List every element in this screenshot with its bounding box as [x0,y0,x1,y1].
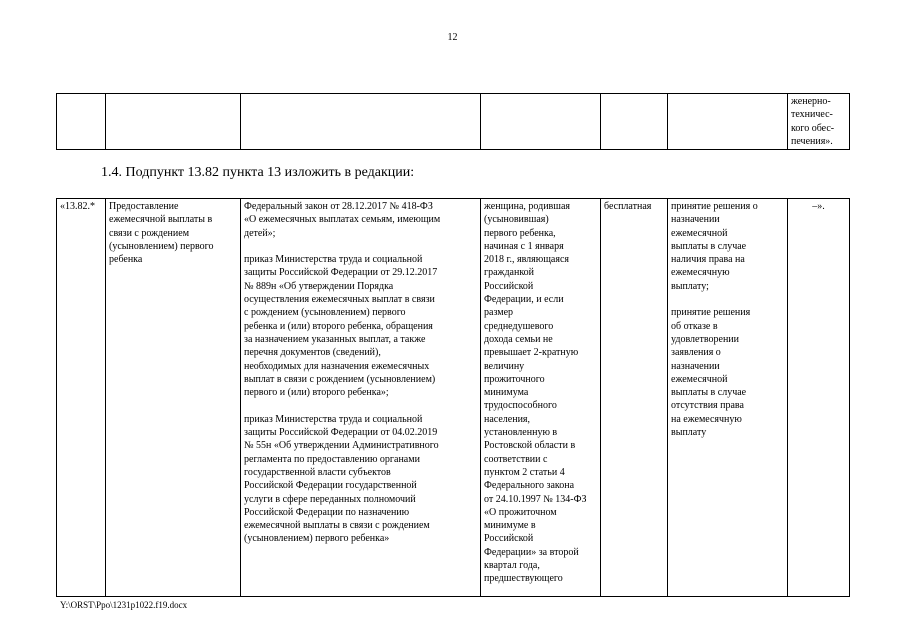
text-line: печения». [791,135,833,147]
text-line: выплат в связи с рождением (усыновлением) [244,373,436,385]
text-line: Федеральный закон от 28.12.2017 № 418-ФЗ [244,201,433,212]
text-line: ежемесячной [671,227,728,239]
text-line: (усыновившая) [484,214,549,226]
text-line: Федерации, и если [484,294,564,306]
text-line: выплату [671,427,707,439]
text-line: услуги в сфере переданных полномочий [244,493,416,505]
text-line: ежемесячную [671,267,730,279]
text-line: защиты Российской Федерации от 29.12.2017 [244,267,438,279]
service-name-cell [106,199,241,597]
text-line: защиты Российской Федерации от 04.02.2019 [244,427,438,439]
text-line: на ежемесячную [671,413,742,425]
text-line: «О прожиточном [484,506,557,518]
recipient-cell [481,199,601,597]
table-cell [481,94,601,150]
text-line: перечня документов (сведений), [244,347,381,359]
text-line: от 24.10.1997 № 134-ФЗ [484,493,587,505]
text-line: Федерального закона [484,480,575,492]
text-line: женщина, родившая [484,201,571,212]
text-line: назначении [671,360,720,372]
table-row [57,199,850,597]
text-line: осуществления ежемесячных выплат в связи [244,294,435,306]
text-line: ребенка и (или) второго ребенка, обращения [244,320,433,332]
text-line: квартал года, [484,560,540,572]
text-line: удовлетворении [671,333,739,345]
lines-container [791,95,846,148]
text-line: Российской [484,533,534,545]
cost-cell: бесплатная [601,199,668,597]
text-line: Ростовской области в [484,440,576,452]
text-line: гражданкой [484,267,535,279]
text-line: размер [484,307,514,319]
table-cell [241,94,481,150]
text-line: ежемесячной [671,373,728,385]
text-line: наличия права на [671,254,745,266]
text-line: приказ Министерства труда и социальной [244,254,423,266]
text-line: выплаты в случае [671,240,747,252]
text-line: выплаты в случае [671,387,747,399]
text-line: среднедушевого [484,320,554,332]
last-column-cell: –». [788,199,850,597]
text-line: Российской [484,280,534,292]
text-line: минимума [484,387,529,399]
text-line: № 889н «Об утверждении Порядка [244,280,394,292]
text-line: государственной власти субъектов [244,466,391,478]
paragraph-gap [244,240,477,253]
text-line: Федерации» за второй [484,546,579,558]
text-line: трудоспособного [484,400,557,412]
text-line: назначении [671,214,720,226]
text-line: Российской Федерации государственной [244,480,417,492]
text-line: детей»; [244,227,276,239]
table-cell [57,94,106,150]
text-line: Российской Федерации по назначению [244,506,410,518]
text-line: регламента по предоставлению органами [244,453,420,465]
result-cell [668,199,788,597]
table-row [57,94,850,150]
services-table [56,198,850,597]
text-line: дохода семьи не [484,333,553,345]
paragraph-gap [671,293,784,306]
text-line: начиная с 1 января [484,240,564,252]
text-line: прожиточного [484,373,545,385]
text-line: приказ Министерства труда и социальной [244,413,423,425]
text-line: принятие решения [671,307,751,319]
text-line: техничес- [791,109,833,121]
text-line: необходимых для назначения ежемесячных [244,360,430,372]
text-line: выплату; [671,280,709,292]
text-line: принятие решения о [671,201,758,212]
file-path-footer: Y:\ORST\Ppo\1231p1022.f19.docx [60,600,188,610]
text-line: величину [484,360,525,372]
table-cell [106,94,241,150]
text-line: ребенка [109,254,143,266]
row-number: «13.82.* [57,199,106,597]
previous-table-fragment [56,93,850,150]
text-line: (усыновлением) первого [109,240,214,252]
table-cell-last [788,94,850,150]
table-cell [668,94,788,150]
text-line: № 55н «Об утверждении Административного [244,440,439,452]
text-line: пунктом 2 статьи 4 [484,466,565,478]
text-line: Предоставление [109,201,179,212]
text-line: отсутствия права [671,400,744,412]
paragraph-gap [244,399,477,412]
text-line: предшествующего [484,573,563,585]
text-line: женерно- [791,96,831,107]
text-line: первого и (или) второго ребенка»; [244,387,389,399]
section-heading: 1.4. Подпункт 13.82 пункта 13 изложить в редакции: [101,165,415,180]
text-line: ежемесячной выплаты в связи с рождением [244,520,430,532]
text-line: минимуме в [484,520,536,532]
text-line: превышает 2-кратную [484,347,579,359]
text-line: об отказе в [671,320,718,332]
table-cell [601,94,668,150]
text-line: установленную в [484,427,558,439]
text-line: населения, [484,413,531,425]
text-line: первого ребенка, [484,227,556,239]
text-line: связи с рождением [109,227,190,239]
text-line: соответствии с [484,453,548,465]
text-line: ежемесячной выплаты в [109,214,213,226]
text-line: (усыновлением) первого ребенка» [244,533,390,545]
text-line: заявления о [671,347,721,359]
text-line: 2018 г., являющаяся [484,254,569,266]
text-line: кого обес- [791,122,835,134]
text-line: с рождением (усыновлением) первого [244,307,406,319]
text-line: за назначением указанных выплат, а также [244,333,426,345]
page-number: 12 [447,32,458,43]
legal-basis-cell [241,199,481,597]
text-line: «О ежемесячных выплатах семьям, имеющим [244,214,441,226]
